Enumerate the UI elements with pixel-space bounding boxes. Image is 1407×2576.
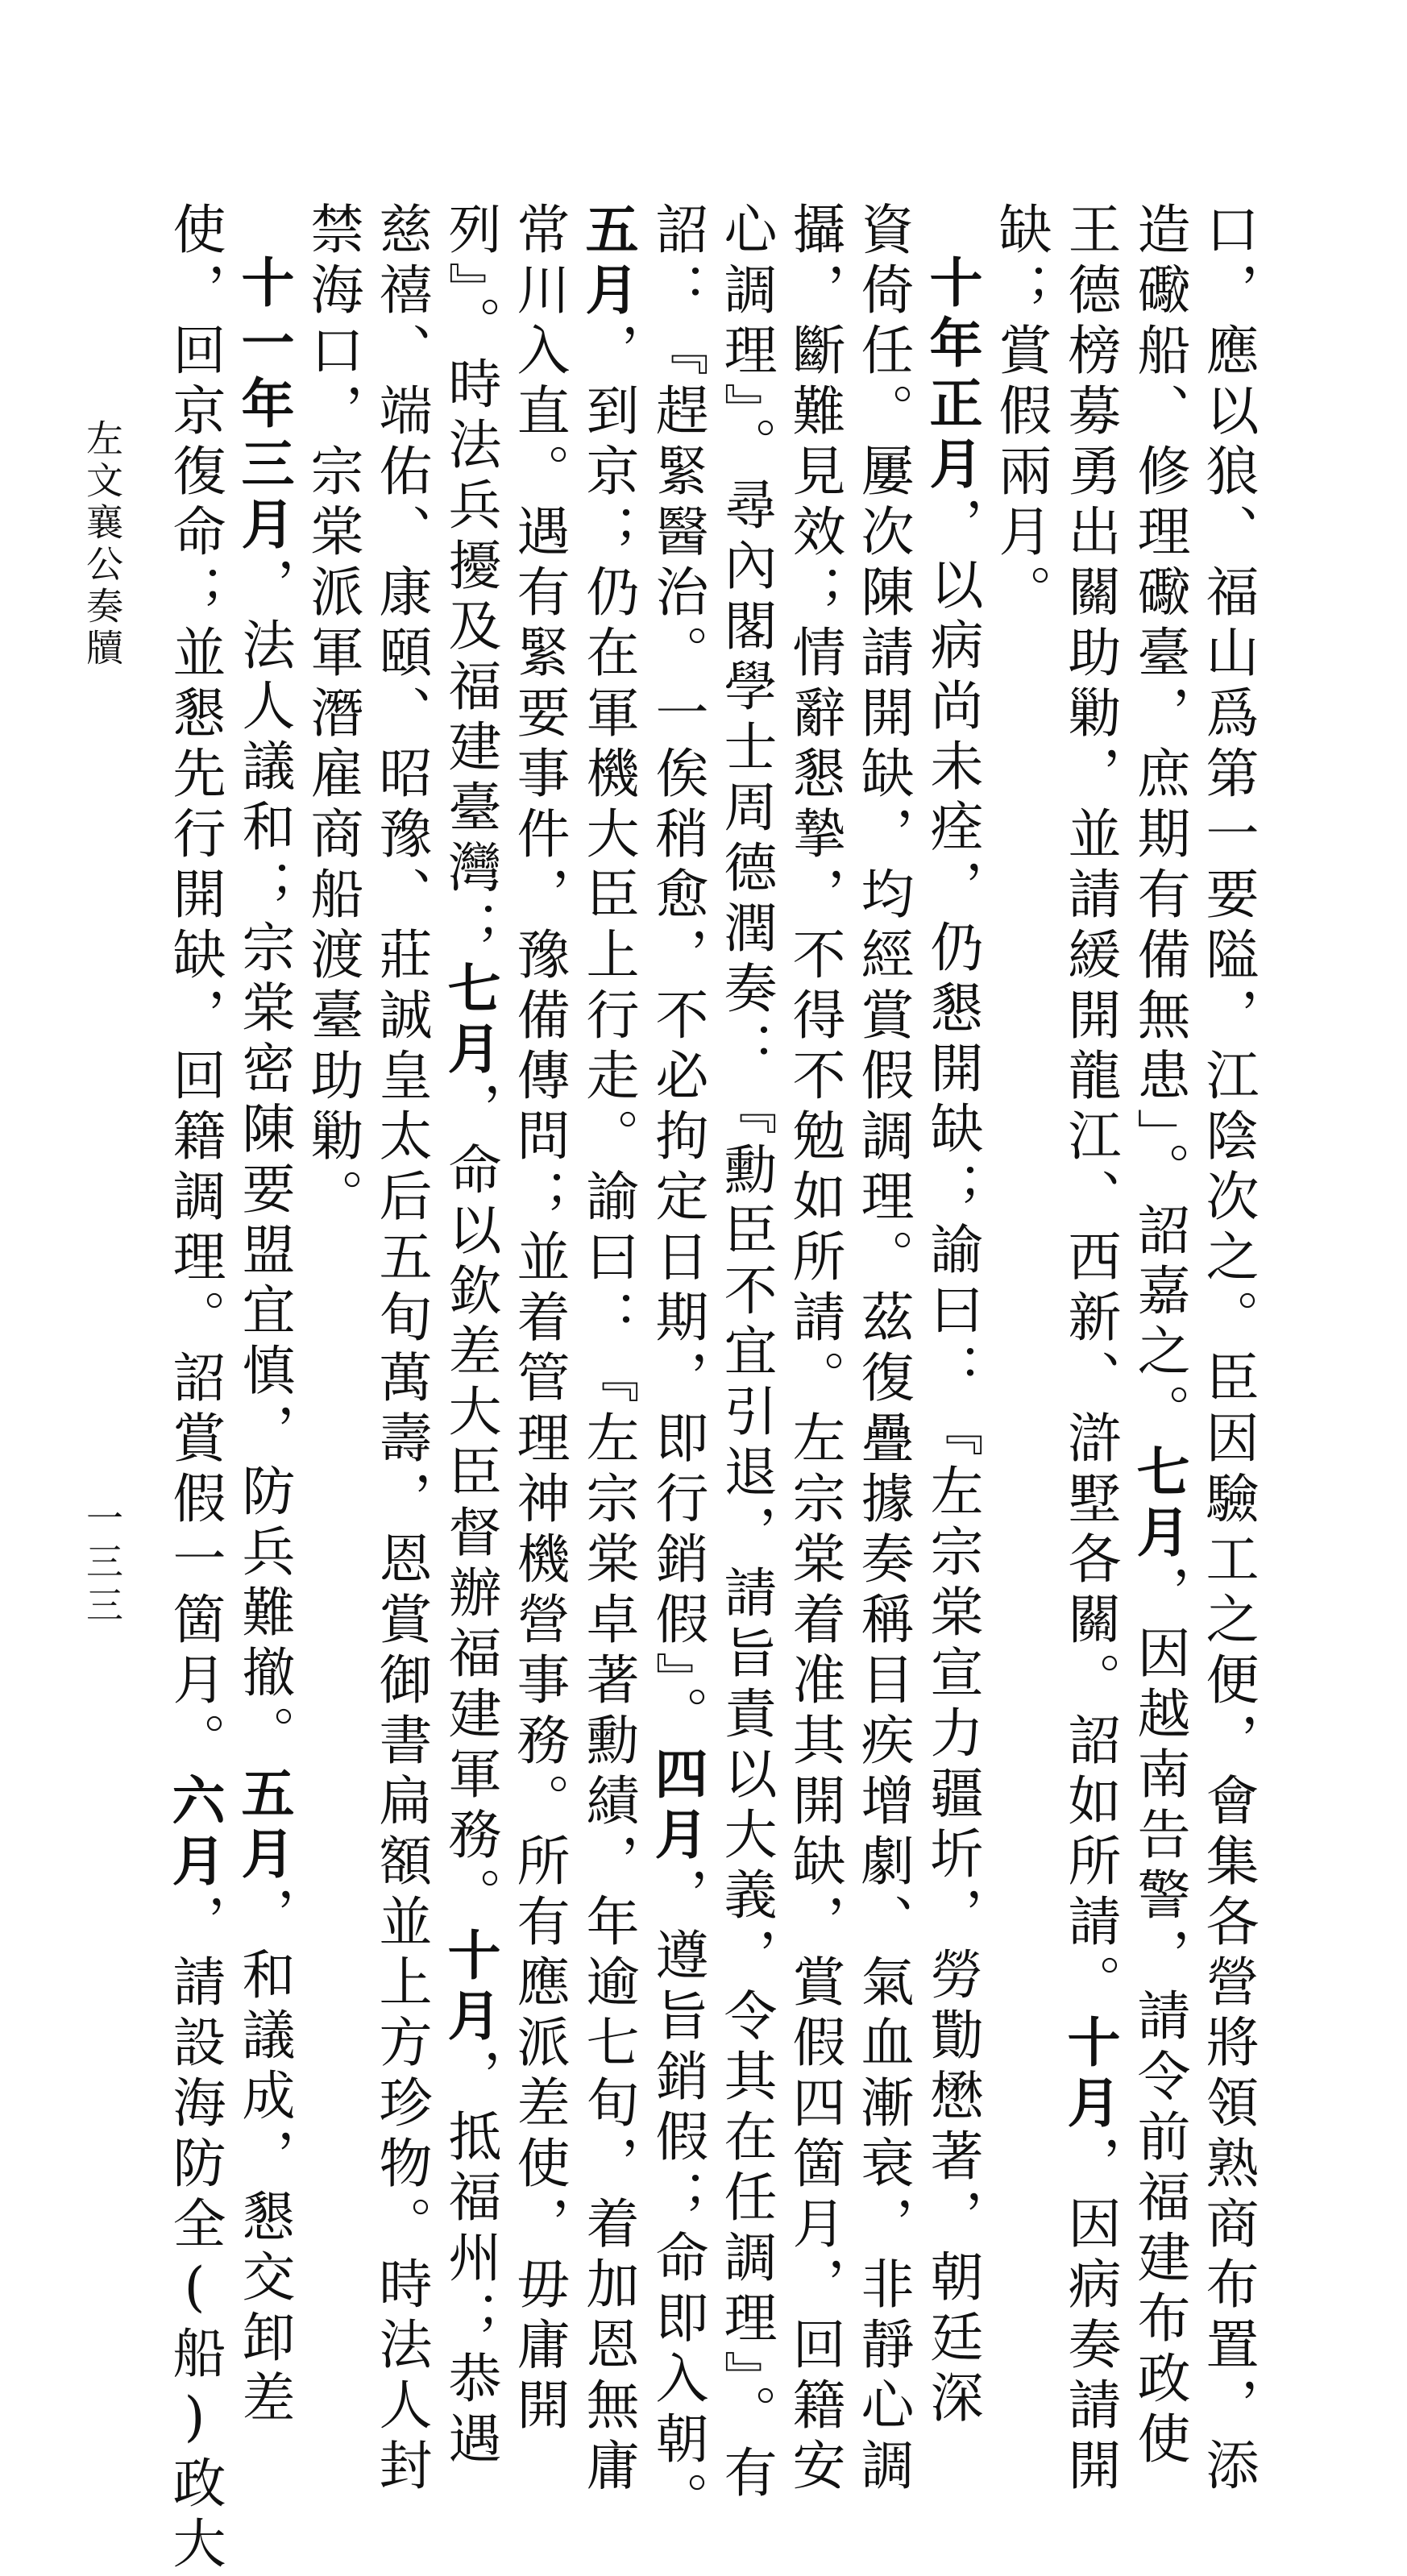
text-column [504,201,573,2437]
text-run: ，遵旨銷假；命即入朝。 [646,1867,708,2532]
date-marker: 五月 [576,201,639,322]
text-column [1193,201,1262,2498]
text-column [1124,201,1193,2471]
text-column [849,201,917,2498]
date-marker: 十月 [1058,2014,1121,2135]
text-run: 慈禧、端佑、康頤、昭豫、莊誠皇太后五旬萬壽，恩賞御書扁額並上方珍物。時法人封 [370,201,432,2498]
text-column [1055,201,1124,2498]
text-column [367,201,435,2498]
text-run: 口，應以狼、福山爲第一要隘，江陰次之。臣因驗工之便，會集各營將領熟商布置，添 [1197,201,1259,2498]
text-run: ，命以欽差大臣督辦福建軍務。 [439,1081,501,1927]
body-text [163,201,1262,2576]
text-run: 常川入直。遇有緊要事件，豫備傳問；並着管理神機營事務。所有應派差使，毋庸開 [508,201,570,2437]
text-run: 禁海口，宗棠派軍潛雇商船渡臺助勦。 [301,201,363,1229]
text-run: ，以病尚未痊，仍懇開缺；諭曰：『左宗棠宣力疆圻，勞勩懋著，朝廷深 [921,496,983,2430]
date-marker: 七月 [1127,1444,1190,1565]
text-run: 列』。時法兵擾及福建臺灣； [439,201,501,960]
text-run: 攝，斷難見效；情辭懇摯，不得不勉如所請。左宗棠着准其開缺，賞假四箇月，回籍安 [783,201,845,2498]
text-run: ，因病奏請開 [1059,2135,1121,2498]
text-column [712,201,780,2505]
text-run: 心調理』。尋內閣學士周德潤奏：『勳臣不宜引退，請旨責以大義，令其在任調理』。有 [715,201,777,2505]
running-head: 左文襄公奏牘 [81,419,124,670]
text-column [435,201,504,2471]
text-run: 資倚任。屢次陳請開缺，均經賞假調理。茲復疊據奏稱目疾增劇、氣血漸衰，非靜心調 [852,201,914,2498]
text-column [642,201,712,2532]
text-run: 王德榜募勇出關助勦，並請緩開龍江、西新、滸墅各關。詔如所請。 [1059,201,1121,2014]
text-column [917,201,986,2430]
date-marker: 十月 [438,1927,501,2048]
text-column [573,201,642,2498]
text-column [160,201,229,2576]
date-marker: 五月 [232,1765,295,1886]
text-run: ，法人議和；宗棠密陳要盟宜慎，防兵難撤。 [233,557,295,1765]
text-run: ，到京；仍在軍機大臣上行走。諭曰：『左宗棠卓著勳績，年逾七旬，着加恩無庸 [577,322,639,2498]
text-run: ，請設海防全(船)政大 [164,1894,226,2576]
text-column [229,201,298,2430]
text-column [780,201,849,2498]
date-marker: 十年正月 [920,255,983,496]
text-run: ，抵福州；恭遇 [439,2048,501,2471]
text-run: ，因越南告警，請令前福建布政使 [1128,1565,1190,2471]
date-marker: 四月 [645,1746,708,1867]
text-run: 造礮船、修理礮臺，庶期有備無患」。詔嘉之。 [1128,201,1190,1444]
text-run: 缺；賞假兩月。 [990,201,1052,624]
text-run: 詔：『趕緊醫治。一俟稍愈，不必拘定日期，即行銷假』。 [646,201,708,1746]
text-column [298,201,367,1958]
text-run: ，和議成，懇交卸差 [233,1886,295,2430]
date-marker: 六月 [163,1773,226,1894]
page-number: 一三三 [81,1499,124,1629]
text-run: 使，回京復命；並懇先行開缺，回籍調理。詔賞假一箇月。 [164,201,226,1773]
date-marker: 七月 [438,960,501,1081]
date-marker: 十一年三月 [232,255,295,557]
text-column [986,201,1055,1958]
